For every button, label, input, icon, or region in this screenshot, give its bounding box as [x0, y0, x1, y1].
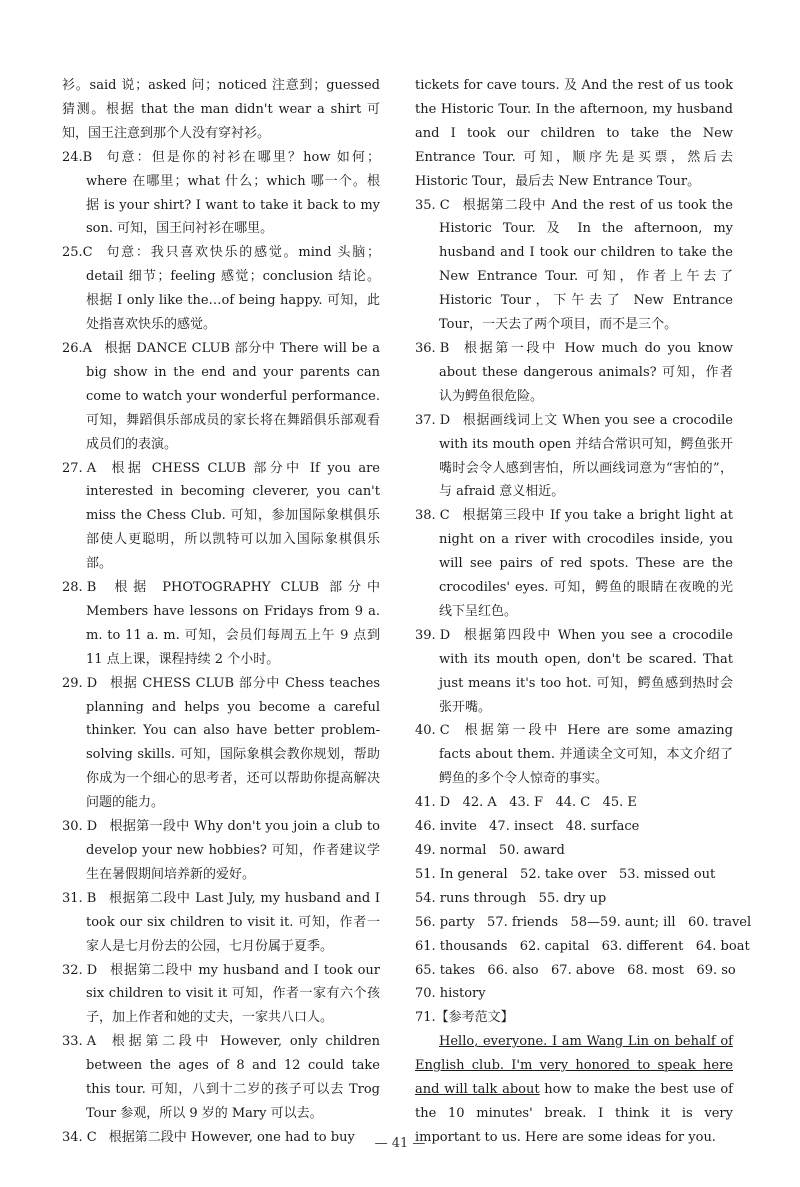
explanation-text: 根据第二段中 However, only children between the ages of 8 and 12 could take this tour. 可知，八到十二岁的孩子可以去 Trog Tour 参观，所以 9 岁的 Mary 可以去。 — [86, 1034, 380, 1121]
explanation-text: tickets for cave tours. 及 And the rest of us took the Historic Tour. In the afternoon, my husband and I took our children to take the New Entrance Tour. 可知，顺序先是买票，然后去 Historic Tour，最后去 New Entrance Tour。 — [415, 78, 733, 189]
essay-text — [415, 1030, 733, 1150]
answer-line: 70. history — [415, 986, 486, 1002]
explanation-text: 根据 DANCE CLUB 部分中 There will be a big show in the end and your parents can come to watch your wonderful performance. 可知，舞蹈俱乐部成员的家长将在舞蹈俱乐部观看成员们的表演。 — [86, 340, 380, 452]
explanation-text: 根据第二段中 And the rest of us took the Historic Tour. 及 In the afternoon, my husband and I took our children to take the New Entrance Tour. 可知，作者上午去了 Historic Tour，下午去了 New Entrance Tour，一天去了两个项目，而不是三个。 — [439, 197, 733, 333]
question-number: 30. D — [62, 819, 98, 835]
right-column — [415, 74, 752, 1150]
answer-line: 65. takes 66. also 67. above 68. most 69. so — [415, 962, 736, 978]
essay-rest: how to make the best use of the 10 minutes' break. I think it is very important to us. Here are some ideas for you. — [415, 1082, 733, 1145]
explanation-text: 根据 CHESS CLUB 部分中 If you are interested in becoming cleverer, you can't miss the Chess Club. 可知，参加国际象棋俱乐部使人更聪明，所以凯特可以加入国际象棋俱乐部。 — [86, 460, 380, 572]
answer-item-q33 — [62, 1030, 380, 1126]
question-number: 39. D — [415, 627, 451, 643]
question-number: 36. B — [415, 340, 450, 356]
answer-line: 49. normal 50. award — [415, 843, 565, 858]
question-number: 29. D — [62, 675, 98, 691]
explanation-text: 根据第一段中 Here are some amazing facts about them. 并通读全文可知，本文介绍了鳄鱼的多个令人惊奇的事实。 — [439, 723, 733, 787]
answer-item-q35 — [415, 194, 733, 337]
page-number: — 41 — — [374, 1136, 426, 1151]
answer-item-q32 — [62, 959, 380, 1031]
answer-line: 54. runs through 55. dry up — [415, 890, 607, 906]
explanation-text: 根据 PHOTOGRAPHY CLUB 部分中 Members have lessons on Fridays from 9 a. m. to 11 a. m. 可知，会员们每周五上午 9 点到 11 点上课，课程持续 2 个小时。 — [86, 580, 380, 667]
explanation-text: 根据第二段中 my husband and I took our six children to visit it 可知，作者一家有六个孩子，加上作者和她的丈夫，一家共八口人。 — [86, 962, 380, 1026]
answer-item-q28 — [62, 576, 380, 672]
explanation-text: 句意：但是你的衬衫在哪里？how 如何；where 在哪里；what 什么；which 哪一个。根据 is your shirt? I want to take it back to my son. 可知，国王问衬衫在哪里。 — [86, 149, 380, 237]
question-number: 40. C — [415, 723, 450, 739]
explanation-text: 根据第二段中 However, one had to buy — [108, 1129, 355, 1145]
continued-text — [415, 74, 733, 194]
right-items — [415, 74, 733, 791]
question-number: 28. B — [62, 580, 97, 596]
explanation-text: 根据第三段中 If you take a bright light at night on a river with crocodiles inside, you will see pairs of red spots. These are the crocodiles' eyes. 可知，鳄鱼的眼睛在夜晚的光线下呈红色。 — [439, 508, 733, 619]
answer-item-q37 — [415, 409, 733, 505]
answer-item-q29 — [62, 672, 380, 815]
answer-item-q30 — [62, 815, 380, 887]
essay-underlined: Hello, everyone. I am Wang Lin on behalf of English club. I'm very honored to speak here and will talk about — [415, 1034, 733, 1098]
explanation-text: 根据画线词上文 When you see a crocodile with its mouth open 并结合常识可知，鳄鱼张开嘴时会令人感到害怕，所以画线词意为“害怕的”，与 afraid 意义相近。 — [439, 412, 733, 500]
answer-item-q25 — [62, 241, 380, 337]
explanation-text: 根据 CHESS CLUB 部分中 Chess teaches planning and helps you become a careful thinker. You can also have better problem-solving skills. 可知，国际象棋会教你规划，帮助你成为一个细心的思考者，还可以帮助你提高解决问题的能力。 — [86, 675, 380, 811]
left-column — [62, 74, 380, 1150]
answer-item-q39 — [415, 624, 733, 720]
question-number: 25.C — [62, 245, 93, 261]
explanation-text: 根据第一段中 How much do you know about these dangerous animals? 可知，作者认为鳄鱼很危险。 — [439, 340, 733, 404]
answer-item-q27 — [62, 457, 380, 577]
answer-line: 51. In general 52. take over 53. missed out — [415, 866, 716, 882]
answer-item-q36 — [415, 337, 733, 409]
explanation-text: 根据第一段中 Why don't you join a club to develop your new hobbies? 可知，作者建议学生在暑假期间培养新的爱好。 — [86, 819, 380, 882]
answer-item-q24 — [62, 146, 380, 242]
question-number: 33. A — [62, 1034, 97, 1050]
explanation-text: 根据第二段中 Last July, my husband and I took our six children to visit it. 可知，作者一家人是七月份去的公园，七月份属于夏季。 — [86, 890, 380, 954]
answer-line: 61. thousands 62. capital 63. different 64. boat — [415, 938, 750, 954]
question-number: 27. A — [62, 460, 97, 476]
explanation-text: 根据第四段中 When you see a crocodile with its mouth open, don't be scared. That just means it's too hot. 可知，鳄鱼感到热时会张开嘴。 — [439, 627, 733, 715]
explanation-text: 衫。said 说；asked 问；noticed 注意到；guessed 猜测。根据 that the man didn't wear a shirt 可知，国王注意到那个人没有穿衬衫。 — [62, 78, 380, 141]
question-number: 31. B — [62, 890, 97, 906]
answer-list — [415, 791, 752, 1006]
answer-item-q26 — [62, 337, 380, 457]
answer-line: 41. D 42. A 43. F 44. C 45. E — [415, 795, 637, 811]
question-number: 26.A — [62, 340, 93, 356]
question-number: 32. D — [62, 962, 98, 978]
answer-line: 46. invite 47. insect 48. surface — [415, 819, 640, 835]
question-number: 38. C — [415, 508, 450, 524]
question-number: 24.B — [62, 149, 93, 165]
question-number: 34. C — [62, 1129, 97, 1145]
essay-label: 71.【参考范文】 — [415, 1010, 514, 1026]
answer-item-q31 — [62, 887, 380, 959]
explanation-text: 句意：我只喜欢快乐的感觉。mind 头脑；detail 细节；feeling 感觉；conclusion 结论。根据 I only like the…of being happy. 可知，此处指喜欢快乐的感觉。 — [86, 245, 380, 333]
question-number: 37. D — [415, 412, 451, 428]
continued-text — [62, 74, 380, 146]
question-number: 35. C — [415, 197, 450, 213]
answer-item-q38 — [415, 504, 733, 624]
answer-item-q40 — [415, 719, 733, 791]
answer-line: 56. party 57. friends 58—59. aunt; ill 60. travel — [415, 914, 752, 930]
